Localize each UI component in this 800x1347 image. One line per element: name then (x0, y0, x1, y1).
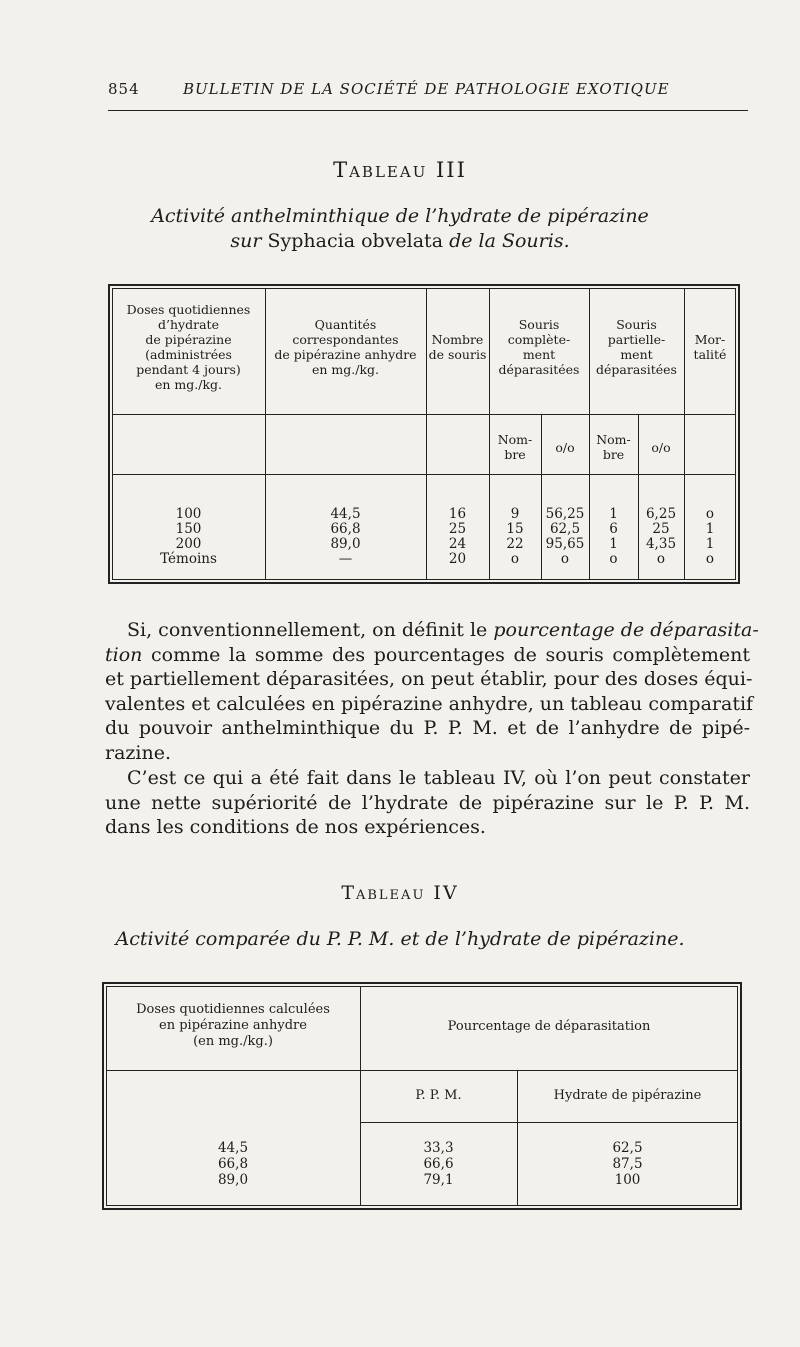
quantite-cell: 89,0 (330, 536, 361, 552)
table3-subtitle-line2 (0, 230, 800, 252)
nombre-cell: 20 (448, 551, 467, 567)
dose-cell: 200 (175, 536, 202, 552)
mortalite-cell: o (705, 551, 715, 567)
text-line: tion comme la somme des pourcentages de souris complètement (105, 643, 750, 666)
header-partiellement: Souris partielle- ment déparasitées (596, 317, 677, 377)
table-row (489, 507, 541, 567)
header-doses-anhydre: Doses quotidiennes calculées en pipérazine anhydre (en mg./kg.) (136, 1002, 330, 1049)
header-hydrate: Hydrate de pipérazine (553, 1088, 702, 1103)
table3-header-rule (112, 474, 736, 475)
nombre-cell: 25 (448, 521, 467, 537)
hydrate-cell: 62,5 (612, 1140, 643, 1156)
part-pct-cell: o (656, 551, 666, 567)
part-pct-cell: 4,35 (645, 536, 677, 552)
header-doses: Doses quotidiennes d’hydrate de pipérazine (administrées pendant 4 jours) en mg./kg. (126, 302, 251, 392)
header-pourcentage: Pourcentage de déparasitation (447, 1019, 651, 1034)
comp-pct-cell: 62,5 (549, 521, 581, 537)
dose-cell: 44,5 (217, 1140, 249, 1156)
dose-cell: 66,8 (217, 1156, 249, 1172)
text-line: du pouvoir anthelminthique du P. P. M. et de l’anhydre de pipé- (105, 717, 750, 739)
text-line: dans les conditions de nos expériences. (105, 816, 486, 838)
table-row (106, 1140, 360, 1188)
table4-subtitle: Activité comparée du P. P. M. et de l’hydrate de pipérazine. (115, 928, 685, 950)
dose-cell: 89,0 (217, 1172, 249, 1188)
header-rule (108, 110, 748, 111)
header-mortalite: Mor- talité (693, 332, 727, 362)
ppm-cell: 33,3 (423, 1140, 454, 1156)
table4-header-rule (360, 1122, 738, 1123)
header-completement: Souris complète- ment déparasitées (498, 317, 580, 377)
table-row (265, 507, 426, 567)
host-name: de la Souris. (449, 230, 570, 252)
sur-word: sur (230, 230, 262, 252)
ppm-cell: 79,1 (423, 1172, 454, 1188)
hydrate-cell: 100 (614, 1172, 641, 1188)
comp-pct-cell: o (560, 551, 570, 567)
part-pct-cell: 25 (652, 521, 670, 537)
table-row (517, 1140, 738, 1188)
text-line: C’est ce qui a été fait dans le tableau IV, où l’on peut constater (127, 767, 750, 789)
hydrate-cell: 87,5 (612, 1156, 643, 1172)
nombre-cell: 16 (448, 506, 467, 522)
dose-cell: 100 (175, 506, 202, 522)
table3-header-rule (112, 414, 736, 415)
table4-header-rule (106, 1070, 738, 1071)
comp-n-cell: 22 (506, 536, 524, 552)
comp-n-cell: o (510, 551, 520, 567)
table3 (108, 284, 740, 584)
mortalite-cell: 1 (705, 536, 715, 552)
table-row (638, 507, 684, 567)
species-name: Syphacia obvelata (267, 230, 444, 252)
part-pct-cell: 6,25 (645, 506, 677, 522)
subheader-nombre-complete: Nom- bre (497, 432, 533, 462)
quantite-cell: — (338, 551, 353, 567)
text-line: Si, conventionnellement, on définit le pourcentage de déparasita- (127, 619, 759, 641)
subheader-pct-partiel: o/o (651, 440, 671, 455)
comp-pct-cell: 56,25 (545, 506, 585, 522)
table3-title: Tableau III (333, 158, 467, 182)
quantite-cell: 44,5 (330, 506, 361, 522)
part-n-cell: 1 (609, 536, 618, 552)
mortalite-cell: 1 (705, 521, 715, 537)
paragraph-1 (105, 618, 759, 765)
paragraph-2 (105, 766, 750, 840)
table4 (102, 982, 742, 1210)
comp-n-cell: 9 (510, 506, 520, 522)
text-line: razine. (105, 741, 172, 764)
part-n-cell: 1 (609, 506, 618, 522)
table-row (589, 507, 638, 567)
header-quantites: Quantités correspondantes de pipérazine anhydre en mg./kg. (274, 317, 417, 377)
table3-subtitle: Activité anthelminthique de l’hydrate de pipérazine (151, 205, 649, 227)
text-line: une nette supériorité de l’hydrate de pipérazine sur le P. P. M. (105, 791, 750, 814)
nombre-cell: 24 (448, 536, 467, 552)
ppm-cell: 66,6 (423, 1156, 454, 1172)
part-n-cell: o (609, 551, 618, 567)
header-nombre: Nombre de souris (428, 332, 487, 362)
text-line: valentes et calculées en pipérazine anhydre, un tableau comparatif (105, 692, 754, 715)
part-n-cell: 6 (609, 521, 618, 537)
comp-n-cell: 15 (506, 521, 524, 537)
table-row (426, 507, 489, 567)
dose-cell: Témoins (160, 551, 217, 567)
dose-cell: 150 (175, 521, 202, 537)
table-row (360, 1140, 517, 1188)
quantite-cell: 66,8 (330, 521, 361, 537)
subheader-pct-complete: o/o (555, 440, 575, 455)
table-row (541, 507, 589, 567)
page-number: 854 (108, 80, 140, 98)
journal-title: BULLETIN DE LA SOCIÉTÉ DE PATHOLOGIE EXOTIQUE (183, 80, 670, 98)
table-row (684, 507, 736, 567)
text-line: et partiellement déparasitées, on peut établir, pour des doses équi- (105, 668, 753, 690)
header-ppm: P. P. M. (415, 1088, 462, 1103)
table-row (112, 507, 265, 567)
subheader-nombre-partiel: Nom- bre (596, 432, 631, 462)
mortalite-cell: o (705, 506, 715, 522)
comp-pct-cell: 95,65 (545, 536, 585, 552)
table4-title: Tableau IV (341, 882, 459, 904)
